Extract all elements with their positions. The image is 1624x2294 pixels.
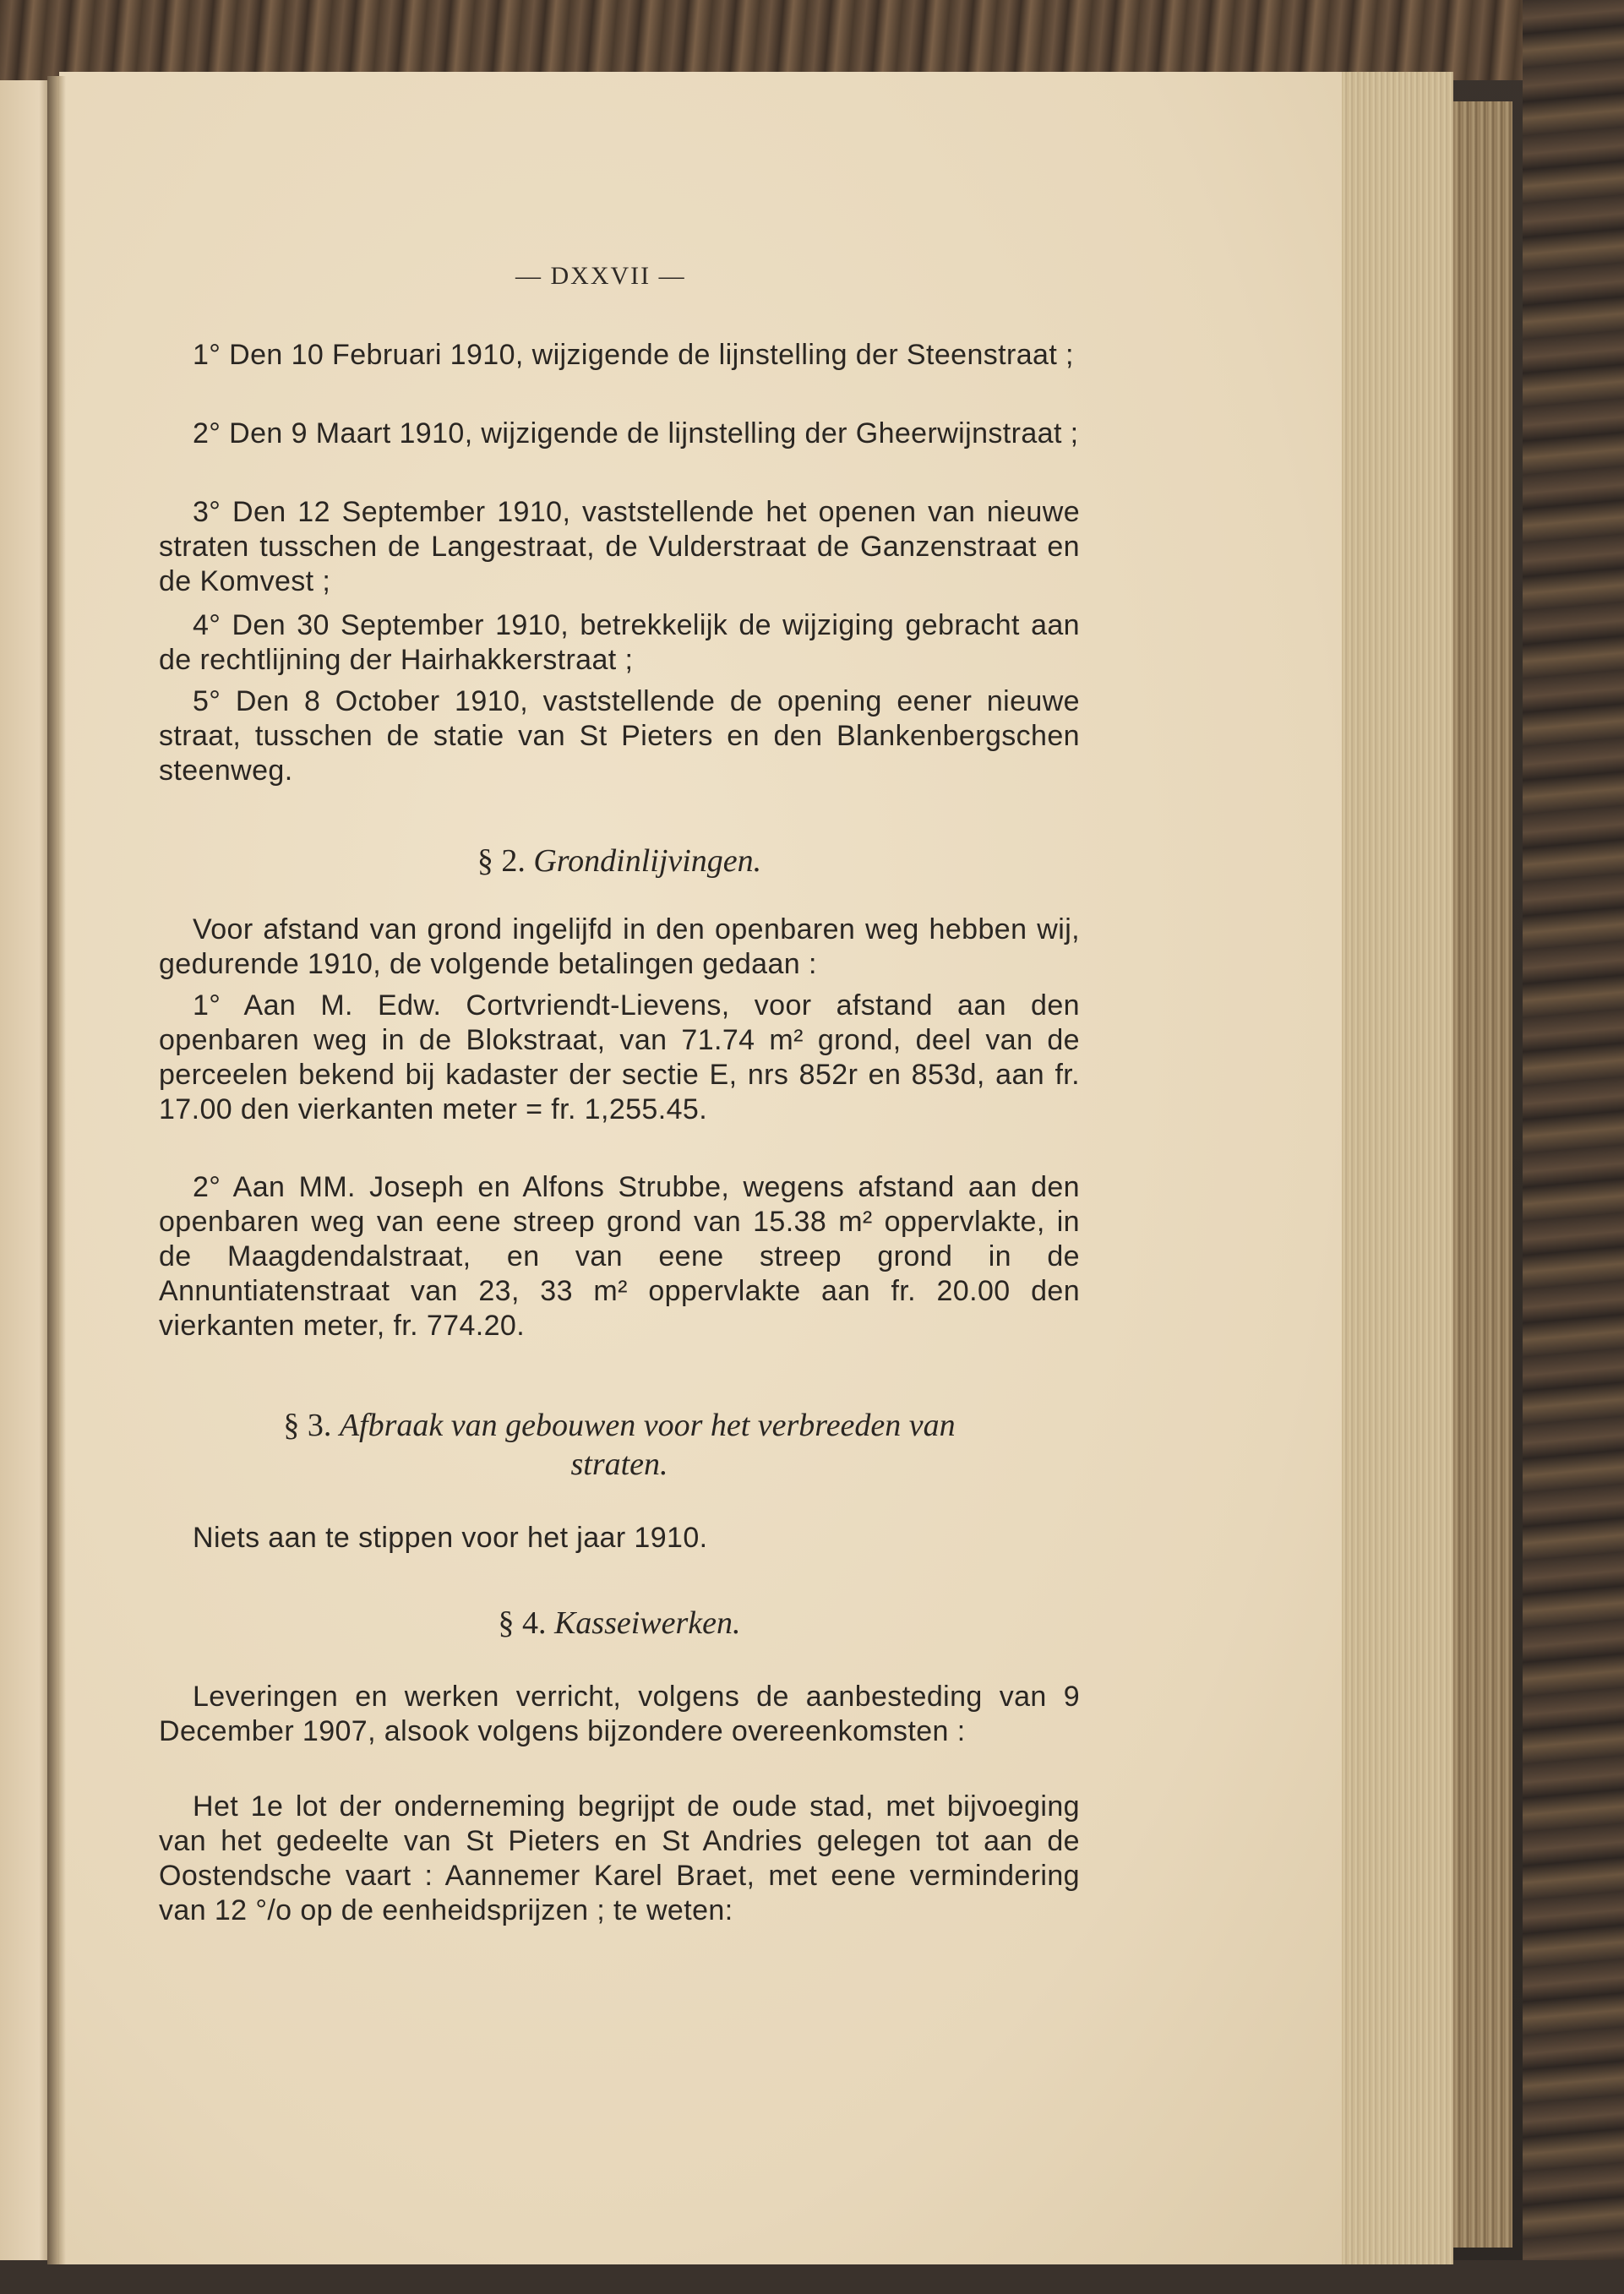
list-item-5: 5° Den 8 October 1910, vaststellende de opening eener nieuwe straat, tusschen de statie van St Pieters en den Blankenbergschen steenweg. [159,685,1080,787]
section-4-number: § 4. [498,1605,547,1641]
section-4-lot-1: Het 1e lot der onderneming begrijpt de oude stad, met bijvoeging van het gedeelte van St Pieters en St Andries gelegen tot aan de Oostendsche vaart : Aannemer Karel Braet, met eene vermindering van 12 °/o op de eenheidsprijzen ; te weten: [159,1790,1080,1926]
list-item-2: 2° Den 9 Maart 1910, wijzigende de lijnstelling der Gheerwijnstraat ; [193,417,1079,450]
book-cover-top [0,0,1624,80]
section-4-heading [159,1604,1080,1643]
left-page-edge [0,80,49,2260]
section-2-intro: Voor afstand van grond ingelijfd in den openbaren weg hebben wij, gedurende 1910, de volgende betalingen gedaan : [159,913,1080,980]
section-4-title: Kasseiwerken. [553,1605,741,1641]
right-page [59,72,1343,2264]
section-2-heading [159,842,1080,880]
section-2-item-1: 1° Aan M. Edw. Cortvriendt-Lievens, voor afstand aan den openbaren weg in de Blokstraat, van 71.74 m² grond, deel van de perceelen bekend bij kadaster der sectie E, nrs 852r en 853d, aan fr. 17.00 den vierkanten meter = fr. 1,255.45. [159,989,1080,1125]
list-item-4: 4° Den 30 September 1910, betrekkelijk de wijziging gebracht aan de rechtlijning der Hairhakkerstraat ; [159,609,1080,676]
section-2-title: Grondinlijvingen. [533,843,762,879]
page-number-header: — DXXVII — [515,262,686,290]
page-edges-outer [1453,101,1512,2248]
section-4-intro: Leveringen en werken verricht, volgens de aanbesteding van 9 December 1907, alsook volgens bijzondere overeenkomsten : [159,1681,1080,1747]
section-3-number: § 3. [283,1408,332,1443]
book-cover-right [1523,0,1624,2294]
book-cover-bottom [0,2260,1624,2294]
section-3-title-line-1: Afbraak van gebouwen voor het verbreeden van [339,1408,956,1443]
page-gutter [47,76,66,2264]
section-2-item-2: 2° Aan MM. Joseph en Alfons Strubbe, wegens afstand aan den openbaren weg van eene streep grond van 15.38 m² oppervlakte, in de Maagdendalstraat, en van eene streep grond in de Annuntiatenstraat van 23, 33 m² oppervlakte aan fr. 20.00 den vierkanten meter, fr. 774.20. [159,1171,1080,1342]
section-3-heading [159,1406,1080,1484]
page-edges [1342,72,1453,2264]
section-3-title-line-2: straten. [570,1447,668,1482]
list-item-1: 1° Den 10 Februari 1910, wijzigende de lijnstelling der Steenstraat ; [193,339,1074,371]
list-item-3: 3° Den 12 September 1910, vaststellende het openen van nieuwe straten tusschen de Langestraat, de Vulderstraat de Ganzenstraat en de Komvest ; [159,496,1080,597]
section-2-number: § 2. [477,843,526,879]
section-3-body: Niets aan te stippen voor het jaar 1910. [193,1522,708,1554]
